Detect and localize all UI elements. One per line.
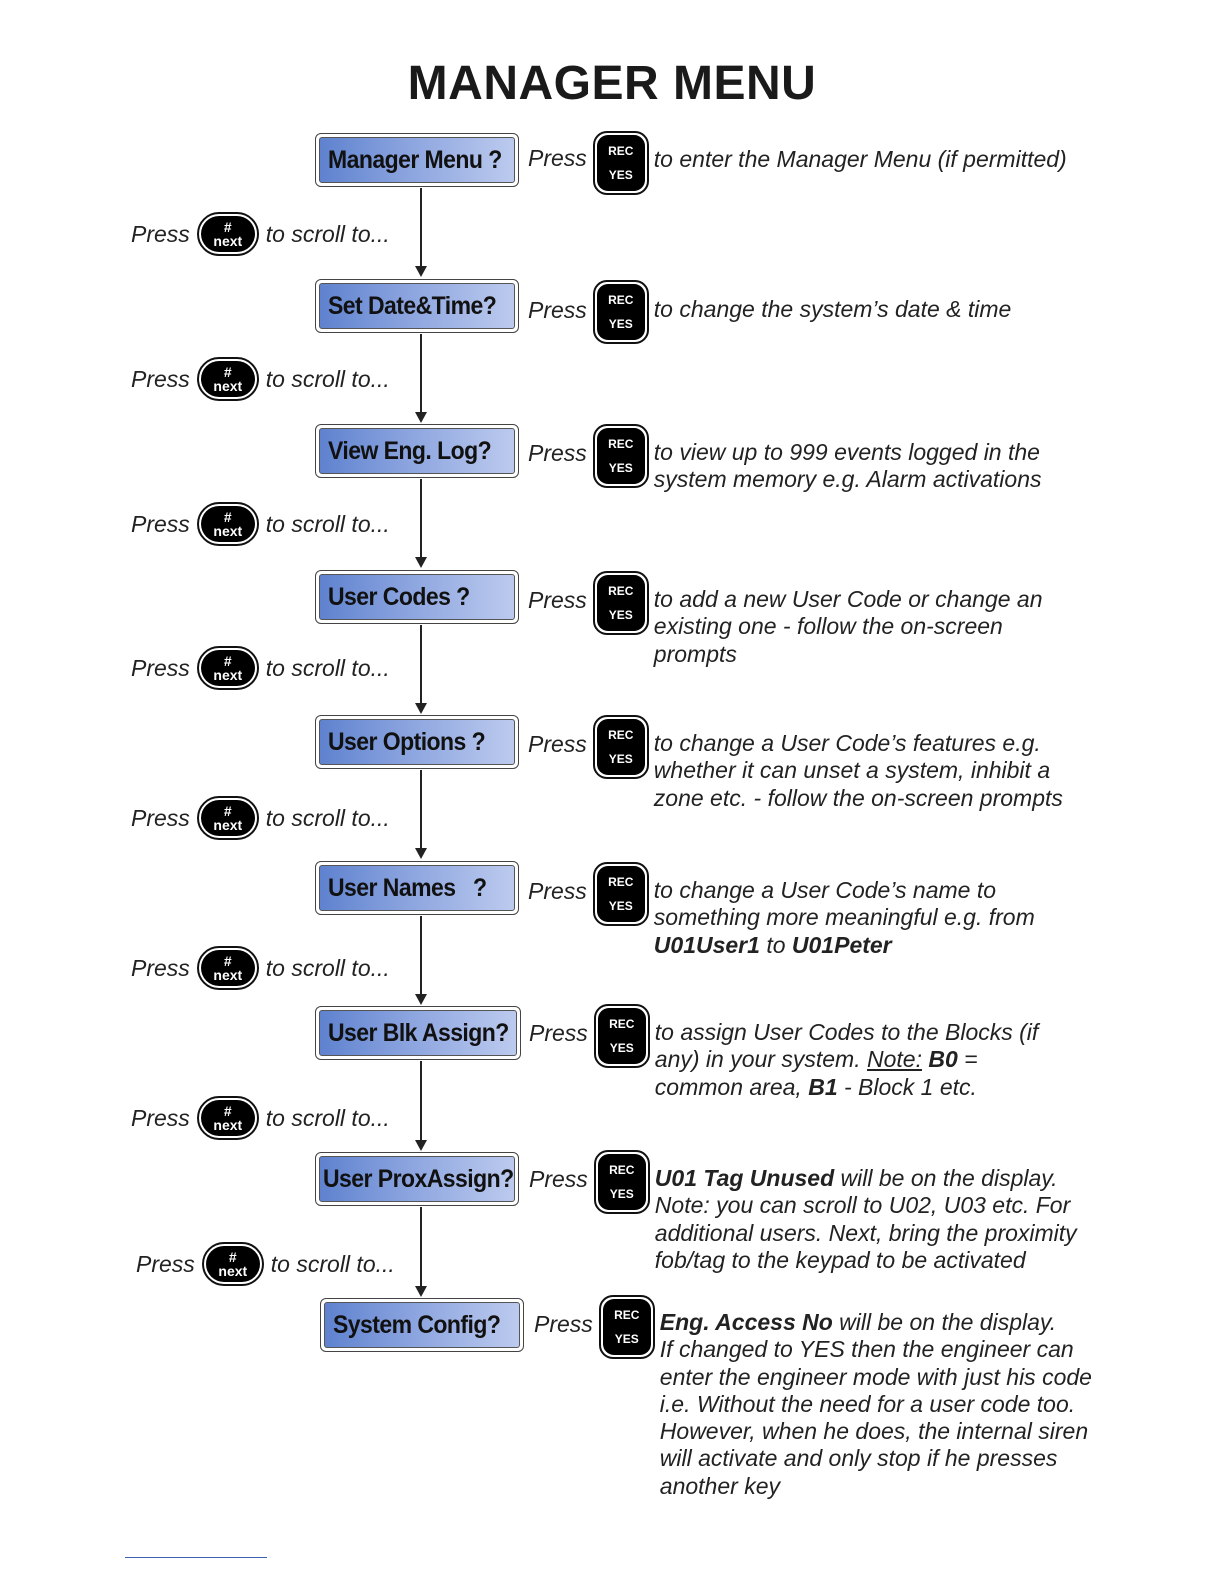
flow-arrow-icon: [415, 994, 427, 1005]
menu-item-label: System Config?: [333, 1310, 501, 1339]
menu-item-label: User Codes ?: [328, 582, 470, 611]
menu-item-user-names: [315, 861, 519, 915]
rec-yes-key-icon: REC YES: [594, 1004, 650, 1068]
press-text: Press: [131, 804, 190, 831]
flow-line: [420, 625, 422, 703]
menu-item-label: User ProxAssign?: [323, 1164, 514, 1193]
description: to change the system’s date & time: [653, 296, 1012, 322]
rec-yes-key-icon: REC YES: [593, 715, 649, 779]
press-text: Press: [131, 954, 190, 981]
scroll-text: to scroll to...: [265, 804, 390, 831]
next-key-icon: # next: [197, 946, 259, 990]
press-text: Press: [131, 365, 190, 392]
press-text: Press: [528, 440, 587, 466]
rec-instruction: [529, 1004, 1038, 1101]
press-text: Press: [131, 654, 190, 681]
rec-instruction: [528, 862, 1035, 959]
rec-instruction: [528, 280, 1011, 344]
flow-line: [420, 1061, 422, 1140]
press-text: Press: [131, 510, 190, 537]
flow-line: [420, 334, 422, 412]
flow-line: [420, 1207, 422, 1286]
flow-line: [420, 188, 422, 266]
rec-instruction: [528, 571, 1043, 668]
menu-item-manager-menu: [315, 133, 519, 187]
page-title: MANAGER MENU: [407, 57, 817, 110]
description: to view up to 999 events logged in the system memory e.g. Alarm activations: [653, 439, 1042, 493]
scroll-instruction: [131, 355, 390, 403]
next-key-icon: # next: [197, 1096, 259, 1140]
rec-instruction: [529, 1150, 1077, 1274]
rec-yes-key-icon: REC YES: [593, 280, 649, 344]
flow-arrow-icon: [415, 266, 427, 277]
rec-yes-key-icon: REC YES: [593, 424, 649, 488]
press-text: Press: [528, 587, 587, 613]
rec-instruction: [528, 424, 1042, 494]
scroll-instruction: [131, 1094, 390, 1142]
menu-item-label: Set Date&Time?: [328, 291, 497, 320]
flow-arrow-icon: [415, 1286, 427, 1297]
next-key-icon: # next: [197, 646, 259, 690]
rec-instruction: [528, 715, 1063, 812]
press-text: Press: [534, 1311, 593, 1337]
menu-item-user-prox-assign: [315, 1152, 519, 1206]
rec-yes-key-icon: REC YES: [593, 131, 649, 195]
scroll-instruction: [131, 794, 390, 842]
scroll-text: to scroll to...: [270, 1250, 395, 1277]
scroll-instruction: [131, 944, 390, 992]
scroll-instruction: [136, 1240, 395, 1288]
menu-item-label: User Names ?: [328, 873, 487, 902]
scroll-text: to scroll to...: [265, 954, 390, 981]
press-text: Press: [529, 1166, 588, 1192]
scroll-text: to scroll to...: [265, 654, 390, 681]
menu-item-system-config: [320, 1298, 524, 1352]
menu-item-label: View Eng. Log?: [328, 436, 492, 465]
press-text: Press: [529, 1020, 588, 1046]
description: to enter the Manager Menu (if permitted): [653, 146, 1067, 172]
press-text: Press: [528, 878, 587, 904]
press-text: Press: [136, 1250, 195, 1277]
rec-yes-key-icon: REC YES: [593, 571, 649, 635]
description: to assign User Codes to the Blocks (if any) in your system. Note: B0 = common area, B1 - Block 1 etc.: [654, 1019, 1039, 1100]
menu-item-label: User Options ?: [328, 727, 486, 756]
rec-yes-key-icon: REC YES: [594, 1150, 650, 1214]
flow-arrow-icon: [415, 1140, 427, 1151]
description: to add a new User Code or change an existing one - follow the on-screen prompts: [653, 586, 1043, 667]
flow-arrow-icon: [415, 412, 427, 423]
scroll-instruction: [131, 210, 390, 258]
press-text: Press: [528, 145, 587, 171]
next-key-icon: # next: [197, 212, 259, 256]
next-key-icon: # next: [202, 1242, 264, 1286]
press-text: Press: [528, 731, 587, 757]
press-text: Press: [528, 297, 587, 323]
rec-instruction: [528, 131, 1067, 195]
scroll-text: to scroll to...: [265, 1104, 390, 1131]
scroll-instruction: [131, 500, 390, 548]
next-key-icon: # next: [197, 357, 259, 401]
scroll-instruction: [131, 644, 390, 692]
rec-yes-key-icon: REC YES: [599, 1295, 655, 1359]
scroll-text: to scroll to...: [265, 220, 390, 247]
footer-divider: [125, 1557, 267, 1558]
flow-arrow-icon: [415, 848, 427, 859]
flow-line: [420, 770, 422, 848]
menu-item-user-options: [315, 715, 519, 769]
menu-item-user-codes: [315, 570, 519, 624]
next-key-icon: # next: [197, 796, 259, 840]
description: to change a User Code’s name to something more meaningful e.g. from U01User1 to U01Peter: [653, 877, 1035, 958]
press-text: Press: [131, 220, 190, 247]
flow-line: [420, 479, 422, 557]
menu-item-user-blk-assign: [315, 1006, 521, 1060]
description: Eng. Access No will be on the display. If changed to YES then the engineer can enter the engineer mode with just his code i.e. Without the need for a user code too. However, when he does, the internal siren will activate and only stop if he presses another key: [659, 1309, 1092, 1499]
scroll-text: to scroll to...: [265, 365, 390, 392]
flow-line: [420, 916, 422, 994]
scroll-text: to scroll to...: [265, 510, 390, 537]
flow-arrow-icon: [415, 703, 427, 714]
menu-item-view-eng-log: [315, 424, 519, 478]
flow-arrow-icon: [415, 557, 427, 568]
description: to change a User Code’s features e.g. whether it can unset a system, inhibit a zone etc. - follow the on-screen prompts: [653, 730, 1063, 811]
rec-instruction: [534, 1295, 1092, 1500]
menu-item-set-date-time: [315, 279, 519, 333]
menu-item-label: Manager Menu ?: [328, 145, 502, 174]
rec-yes-key-icon: REC YES: [593, 862, 649, 926]
press-text: Press: [131, 1104, 190, 1131]
description: U01 Tag Unused will be on the display. Note: you can scroll to U02, U03 etc. For additional users. Next, bring the proximity fob/tag to the keypad to be activated: [654, 1165, 1077, 1273]
next-key-icon: # next: [197, 502, 259, 546]
menu-item-label: User Blk Assign?: [328, 1018, 509, 1047]
